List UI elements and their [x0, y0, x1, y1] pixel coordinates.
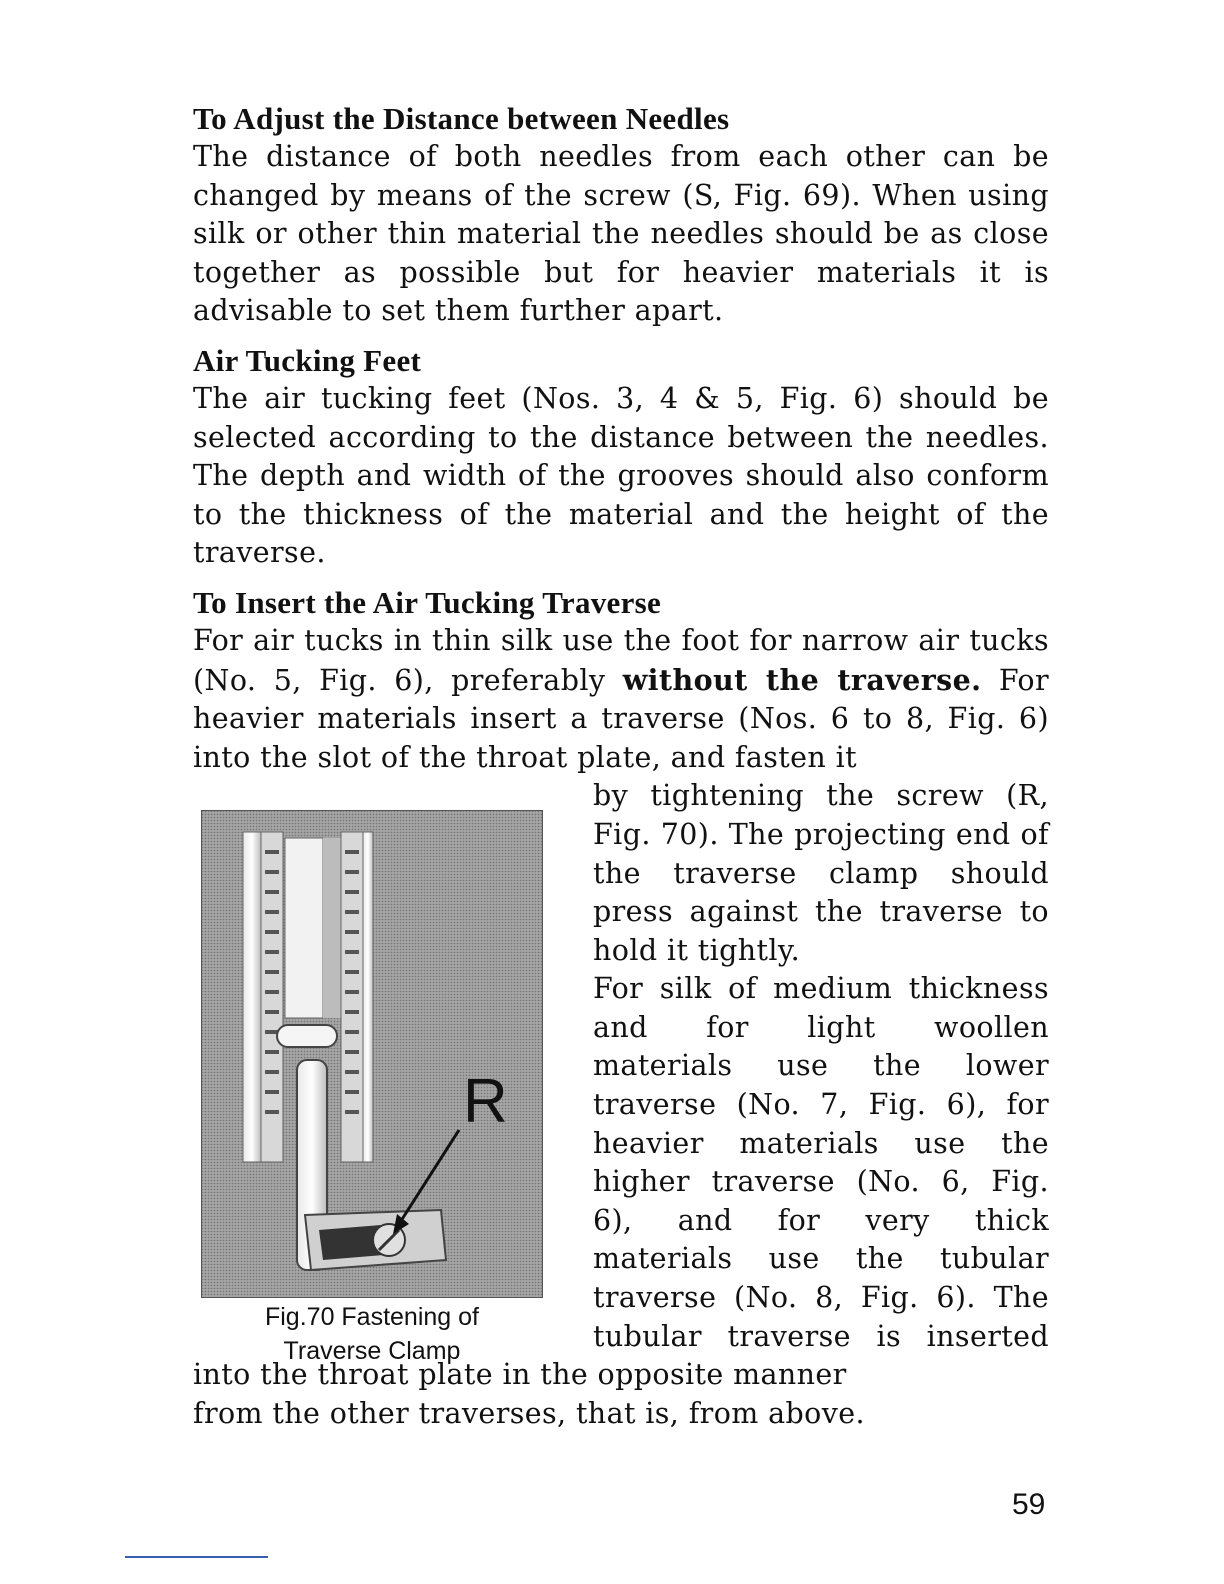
wrap-paragraph-screw: by tightening the screw (R, Fig. 70). The projecting end of the traverse clamp should press against the traverse to hold it tightly. [593, 779, 1049, 967]
insert-traverse-text-1: For air tucks in thin silk use the foot for narrow air tucks (No. 5, Fig. 6), preferably [193, 623, 1049, 697]
document-page [193, 100, 1049, 1433]
figure-caption-line2: Traverse Clamp [283, 1337, 461, 1366]
traverse-clamp-photo [201, 810, 543, 1298]
section-heading-adjust-distance: To Adjust the Distance between Needles [193, 101, 730, 136]
section-body-insert-traverse [193, 622, 1049, 777]
figure-caption-line1: Fig.70 Fastening of [264, 1303, 479, 1332]
section-heading-air-tucking-feet: Air Tucking Feet [193, 342, 422, 378]
figure-70 [193, 777, 573, 1366]
section-body-air-tucking-feet: The air tucking feet (Nos. 3, 4 & 5, Fig. 6) should be selected according to the distance between the needles. The depth and width of the grooves should also conform to the thickness of the material and the height of the traverse. [193, 381, 1049, 570]
page-number: 59 [1012, 1488, 1046, 1521]
section-body-adjust-distance: The distance of both needles from each other can be changed by means of the screw (S, Fig. 69). When using silk or other thin material the needles should be as close together as possible but for heavier materials it is advisable to set them further apart. [193, 140, 1049, 328]
insert-traverse-text-2: For heavier materials insert a traverse (Nos. 6 to 8, Fig. 6) into the slot of the throat plate, and fasten it [193, 663, 1050, 774]
section-heading-insert-traverse: To Insert the Air Tucking Traverse [193, 584, 662, 620]
footer-rule [125, 1556, 268, 1558]
wrap-paragraph-medium-silk: For silk of medium thickness and for light woollen materials use the lower traverse (No. 7, Fig. 6), for heavier materials use the higher traverse (No. 6, Fig. 6), and for very thick materials use the tubular traverse (No. 8, Fig. 6). The tubular traverse is inserted into the throat plate in the opposite manner [193, 972, 1049, 1392]
figure-label-r: R [463, 1067, 508, 1137]
insert-traverse-bold: without the traverse. [622, 662, 982, 697]
final-line: from the other traverses, that is, from above. [193, 1396, 865, 1430]
